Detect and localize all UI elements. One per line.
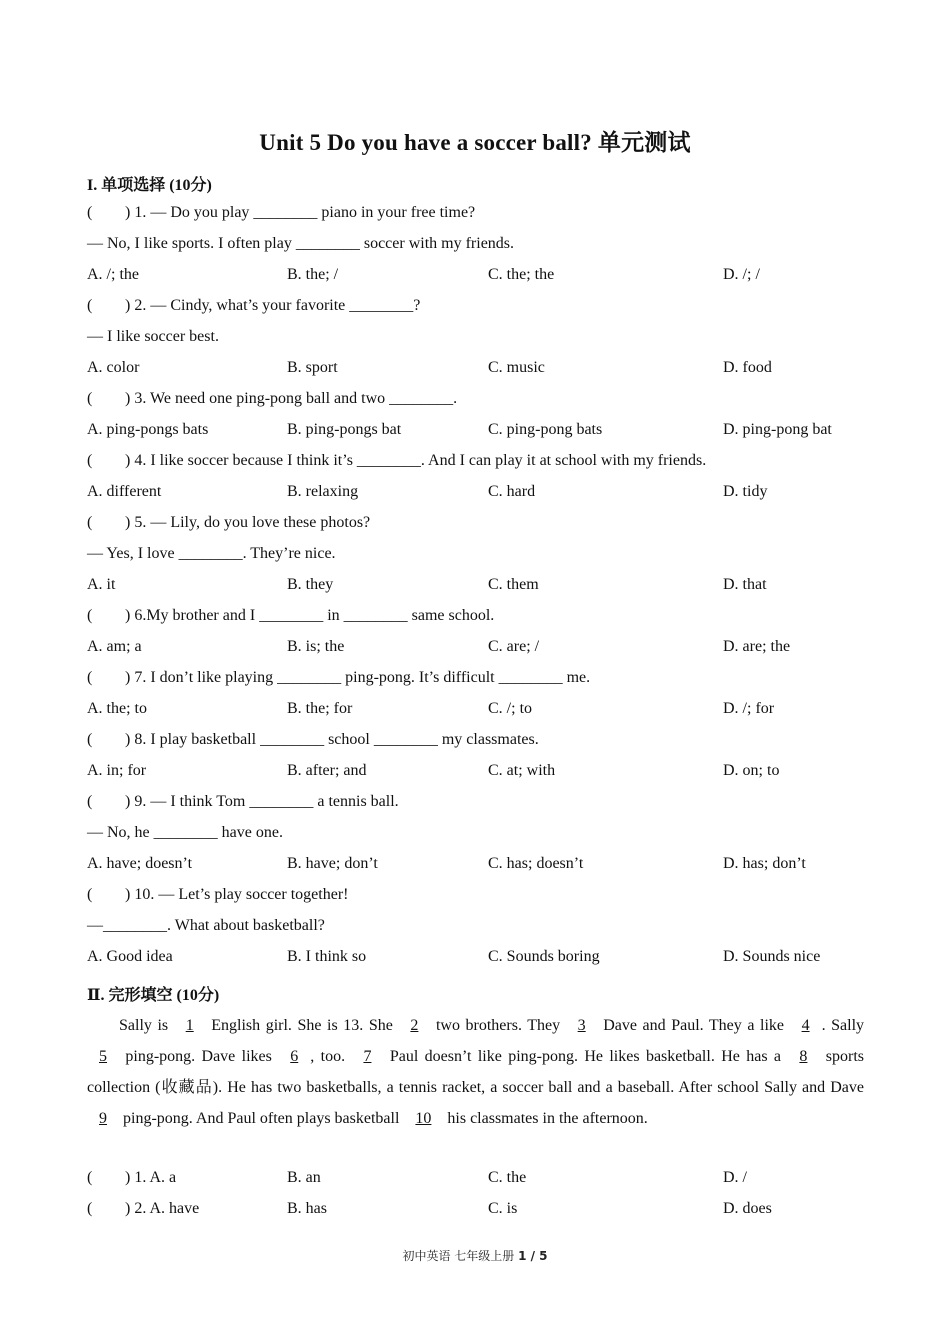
section-heading-2: Ⅱ. 完形填空 (10分) — [87, 987, 220, 1004]
question-text: — No, he ________ have one. — [87, 824, 283, 841]
option: B. they — [287, 576, 334, 593]
answer-paren: ( — [87, 669, 93, 686]
question-line — [87, 296, 420, 316]
answer-paren: ( — [87, 514, 93, 531]
answer-paren: ( — [87, 1169, 93, 1186]
question-line — [87, 885, 348, 905]
option: D. food — [723, 359, 772, 376]
cloze-blank: 5 — [99, 1048, 107, 1065]
question-text: — No, I like sports. I often play ________ soccer with my friends. — [87, 235, 515, 252]
cloze-blank: 4 — [801, 1017, 810, 1034]
cloze-blank: 8 — [799, 1048, 808, 1065]
option: B. the; for — [287, 700, 353, 717]
passage-text: Paul doesn’t like ping-pong. He likes basketball. He has a — [383, 1048, 788, 1065]
question-text: ) 3. We need one ping-pong ball and two ________. — [125, 390, 458, 407]
option: D. has; don’t — [723, 855, 806, 872]
question-text: ) 9. — I think Tom ________ a tennis ball. — [125, 793, 399, 810]
option: D. that — [723, 576, 767, 593]
question-text: ) 8. I play basketball ________ school ________ my classmates. — [125, 731, 539, 748]
cloze-options-row — [87, 1199, 867, 1219]
cloze-blank: 9 — [99, 1110, 107, 1127]
option: A. am; a — [87, 638, 142, 655]
answer-paren: ( — [87, 204, 93, 221]
option: D. does — [723, 1200, 772, 1217]
cloze-blank: 10 — [415, 1110, 432, 1127]
option: C. the — [488, 1169, 527, 1186]
question-line — [87, 234, 514, 254]
option: D. are; the — [723, 638, 791, 655]
passage-text: , too. — [310, 1048, 352, 1065]
passage-text: his classmates in the afternoon. — [443, 1110, 648, 1127]
option: A. Good idea — [87, 948, 173, 965]
option: A. it — [87, 576, 116, 593]
question-text: ) 6.My brother and I ________ in ________ same school. — [125, 607, 495, 624]
question-line — [87, 916, 325, 936]
answer-paren: ( — [87, 390, 93, 407]
option: C. music — [488, 359, 545, 376]
options-row — [87, 358, 867, 378]
options-row — [87, 575, 867, 595]
option: D. on; to — [723, 762, 780, 779]
option: B. relaxing — [287, 483, 359, 500]
question-text: ) 7. I don’t like playing ________ ping-pong. It’s difficult ________ me. — [125, 669, 591, 686]
answer-paren: ( — [87, 886, 93, 903]
question-line — [87, 730, 539, 750]
footer-text: 初中英语 七年级上册 — [402, 1249, 519, 1263]
option: A. ping-pongs bats — [87, 421, 209, 438]
option: B. is; the — [287, 638, 345, 655]
question-text: — I like soccer best. — [87, 328, 219, 345]
option: C. ping-pong bats — [488, 421, 603, 438]
option: A. color — [87, 359, 140, 376]
options-row — [87, 761, 867, 781]
passage-text: Sally is — [119, 1017, 174, 1034]
option: D. /; for — [723, 700, 775, 717]
cloze-blank: 7 — [363, 1048, 372, 1065]
option: B. sport — [287, 359, 338, 376]
answer-paren: ( — [87, 1200, 93, 1217]
option: A. have; doesn’t — [87, 855, 193, 872]
option: D. ping-pong bat — [723, 421, 832, 438]
options-row — [87, 420, 867, 440]
option: C. the; the — [488, 266, 555, 283]
options-row — [87, 699, 867, 719]
cloze-blank: 3 — [577, 1017, 586, 1034]
question-line — [87, 203, 475, 223]
options-row — [87, 854, 867, 874]
question-line — [87, 544, 336, 564]
option: C. are; / — [488, 638, 540, 655]
question-line — [87, 327, 219, 347]
answer-paren: ( — [87, 297, 93, 314]
page-title: Unit 5 Do you have a soccer ball? 单元测试 — [259, 130, 691, 155]
page-number: 1 / 5 — [518, 1249, 548, 1263]
question-text: —________. What about basketball? — [87, 917, 325, 934]
option: A. different — [87, 483, 162, 500]
option: C. hard — [488, 483, 536, 500]
option: D. /; / — [723, 266, 760, 283]
passage-text: two brothers. They — [430, 1017, 566, 1034]
option: D. Sounds nice — [723, 948, 821, 965]
question-text: ) 1. — Do you play ________ piano in your free time? — [125, 204, 476, 221]
option: B. have; don’t — [287, 855, 378, 872]
option: B. has — [287, 1200, 327, 1217]
cloze-blank: 2 — [410, 1017, 419, 1034]
question-line — [87, 823, 283, 843]
passage-text: Dave and Paul. They a like — [597, 1017, 790, 1034]
passage-text: . Sally — [821, 1017, 865, 1034]
cloze-blank: 1 — [185, 1017, 194, 1034]
option: B. the; / — [287, 266, 339, 283]
passage-text: ping-pong. Dave likes — [119, 1048, 279, 1065]
option: C. has; doesn’t — [488, 855, 584, 872]
answer-paren: ( — [87, 793, 93, 810]
option: C. is — [488, 1200, 518, 1217]
options-row — [87, 947, 867, 967]
cloze-blank: 6 — [290, 1048, 299, 1065]
question-line — [87, 792, 399, 812]
options-row — [87, 482, 867, 502]
passage-text: English girl. She is 13. She — [205, 1017, 399, 1034]
answer-paren: ( — [87, 452, 93, 469]
option: D. / — [723, 1169, 747, 1186]
answer-paren: ( — [87, 731, 93, 748]
cloze-options-row — [87, 1168, 867, 1188]
option: C. /; to — [488, 700, 533, 717]
option: B. after; and — [287, 762, 367, 779]
option: B. ping-pongs bat — [287, 421, 402, 438]
option: B. an — [287, 1169, 321, 1186]
option: D. tidy — [723, 483, 768, 500]
option: A. /; the — [87, 266, 139, 283]
option: A. in; for — [87, 762, 147, 779]
question-text: ) 4. I like soccer because I think it’s ________. And I can play it at school with my friends. — [125, 452, 707, 469]
cloze-stem: ) 1. A. a — [125, 1169, 177, 1186]
option: C. at; with — [488, 762, 556, 779]
passage-text: sports collection (收藏品). He has two basketballs, a tennis racket, a soccer ball and a baseball. After school Sally and Dave — [87, 1048, 865, 1096]
question-line — [87, 606, 494, 626]
cloze-stem: ) 2. A. have — [125, 1200, 200, 1217]
question-line — [87, 389, 457, 409]
option: B. I think so — [287, 948, 367, 965]
question-text: ) 2. — Cindy, what’s your favorite ________? — [125, 297, 421, 314]
options-row — [87, 637, 867, 657]
answer-paren: ( — [87, 607, 93, 624]
option: A. the; to — [87, 700, 147, 717]
passage-text: ping-pong. And Paul often plays basketball — [119, 1110, 404, 1127]
question-text: ) 10. — Let’s play soccer together! — [125, 886, 349, 903]
section-heading-1: I. 单项选择 (10分) — [87, 177, 212, 194]
options-row — [87, 265, 867, 285]
question-line — [87, 513, 370, 533]
cloze-passage — [87, 1010, 864, 1134]
question-line — [87, 451, 706, 471]
option: C. Sounds boring — [488, 948, 600, 965]
page-footer — [0, 1247, 950, 1264]
question-line — [87, 668, 590, 688]
question-text: — Yes, I love ________. They’re nice. — [87, 545, 336, 562]
question-text: ) 5. — Lily, do you love these photos? — [125, 514, 371, 531]
option: C. them — [488, 576, 539, 593]
